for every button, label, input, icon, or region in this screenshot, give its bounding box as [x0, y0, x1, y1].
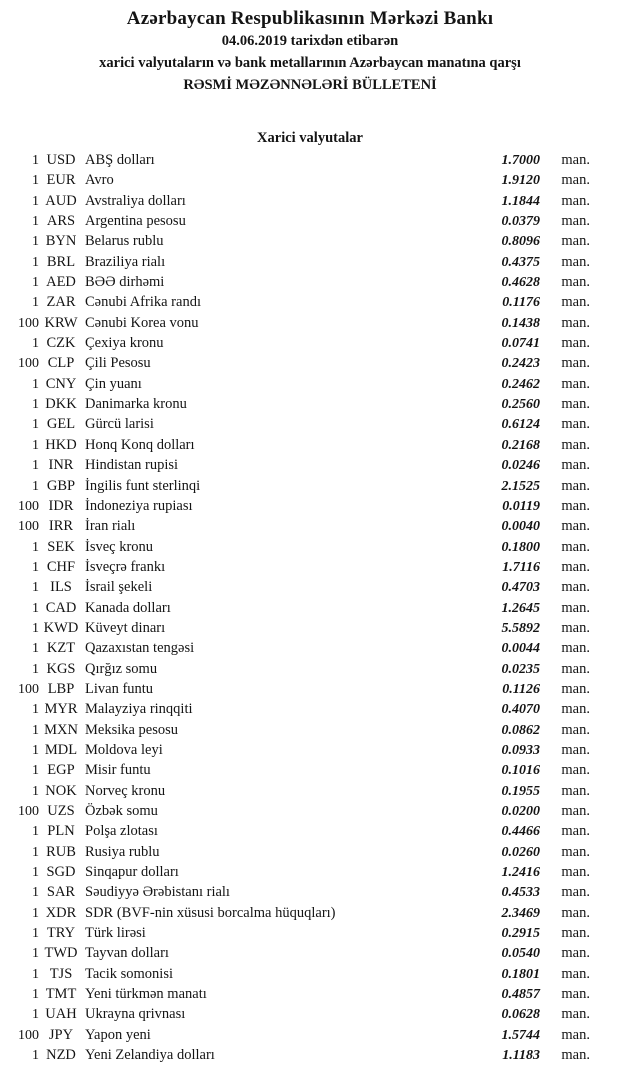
currency-code: NZD: [46, 1047, 76, 1064]
rate-row: [0, 964, 620, 984]
currency-code: IRR: [48, 518, 74, 535]
currency-name: Səudiyyə Ərəbistanı rialı: [85, 884, 230, 901]
rate-unit: man.: [561, 1006, 590, 1023]
currency-code: BRL: [46, 253, 76, 270]
rate-unit: man.: [561, 701, 590, 718]
rate-row: [0, 394, 620, 414]
rate-quantity: 1: [32, 987, 39, 1003]
currency-name: Yeni türkmən manatı: [85, 986, 207, 1003]
rate-quantity: 1: [32, 661, 39, 677]
rate-quantity: 1: [32, 295, 39, 311]
currency-code: GBP: [46, 477, 76, 494]
currency-name: Malayziya rinqqiti: [85, 701, 193, 718]
currency-code: SAR: [46, 884, 76, 901]
rate-quantity: 1: [32, 193, 39, 209]
rate-row: [0, 1045, 620, 1065]
rate-row: [0, 984, 620, 1004]
rate-row: [0, 882, 620, 902]
rate-quantity: 1: [32, 763, 39, 779]
rate-unit: man.: [561, 986, 590, 1003]
rate-row: [0, 435, 620, 455]
rate-value: 0.0862: [501, 722, 540, 738]
currency-name: Rusiya rublu: [85, 843, 160, 860]
rate-quantity: 100: [18, 315, 39, 331]
currency-code: KWD: [43, 619, 79, 636]
rate-value: 0.1801: [501, 966, 540, 982]
rate-unit: man.: [561, 416, 590, 433]
rate-quantity: 1: [32, 417, 39, 433]
currency-code: RUB: [46, 843, 76, 860]
rate-unit: man.: [561, 477, 590, 494]
rate-value: 1.1183: [502, 1048, 540, 1064]
rate-unit: man.: [561, 335, 590, 352]
rate-value: 2.3469: [501, 905, 540, 921]
rate-quantity: 1: [32, 966, 39, 982]
currency-name: Avro: [85, 172, 114, 189]
rate-quantity: 1: [32, 702, 39, 718]
rate-value: 0.4628: [501, 275, 540, 291]
rate-unit: man.: [561, 213, 590, 230]
currency-name: Norveç kronu: [85, 782, 166, 799]
bank-title: Azərbaycan Respublikasının Mərkəzi Bankı: [126, 8, 494, 29]
rate-row: [0, 821, 620, 841]
rate-row: [0, 699, 620, 719]
rate-quantity: 1: [32, 336, 39, 352]
rate-row: [0, 598, 620, 618]
currency-name: Sinqapur dolları: [85, 864, 179, 881]
rate-value: 0.0200: [501, 804, 540, 819]
currency-name: Belarus rublu: [85, 233, 164, 250]
rate-row: [0, 272, 620, 292]
rate-unit: man.: [561, 884, 590, 901]
rate-quantity: 100: [18, 498, 39, 514]
rate-value: 0.2423: [501, 356, 540, 372]
rate-value: 0.0379: [501, 214, 540, 230]
rate-value: 0.2168: [501, 437, 540, 453]
rate-unit: man.: [561, 233, 590, 250]
rate-value: 0.4375: [501, 254, 540, 270]
currency-code: DKK: [45, 396, 77, 413]
rate-value: 1.1844: [501, 193, 540, 209]
currency-code: AUD: [45, 192, 77, 209]
currency-name: Türk lirəsi: [85, 925, 146, 942]
rate-value: 0.2462: [501, 376, 540, 392]
currency-code: IDR: [48, 497, 74, 514]
rate-quantity: 1: [32, 885, 39, 901]
rate-value: 0.1955: [501, 783, 540, 799]
currency-name: Cənubi Korea vonu: [85, 314, 199, 331]
effective-date-line: 04.06.2019 tarixdən etibarən: [221, 33, 399, 49]
rate-row: [0, 923, 620, 943]
currency-name: Misir funtu: [85, 762, 151, 779]
rate-quantity: 1: [32, 458, 39, 474]
rate-unit: man.: [561, 904, 590, 921]
rate-quantity: 100: [18, 1027, 39, 1043]
rate-row: [0, 903, 620, 923]
rate-quantity: 1: [32, 641, 39, 657]
currency-code: INR: [48, 457, 74, 474]
currency-name: Moldova leyi: [85, 741, 163, 758]
rate-unit: man.: [561, 355, 590, 372]
currency-name: Tayvan dolları: [85, 945, 169, 962]
currency-code: ILS: [50, 579, 72, 596]
rate-quantity: 1: [32, 397, 39, 413]
rate-quantity: 1: [32, 1048, 39, 1064]
currency-code: LBP: [47, 680, 75, 697]
rate-row: [0, 374, 620, 394]
rate-quantity: 1: [32, 254, 39, 270]
rate-value: 0.2560: [501, 397, 540, 413]
rate-value: 0.2915: [501, 926, 540, 942]
rate-unit: man.: [561, 843, 590, 860]
rate-row: [0, 476, 620, 496]
rate-value: 0.0741: [501, 336, 540, 352]
rate-unit: man.: [561, 152, 590, 168]
currency-name: İsveçrə frankı: [85, 558, 166, 575]
rate-value: 0.4703: [501, 580, 540, 596]
rate-row: [0, 150, 620, 170]
rate-quantity: 1: [32, 580, 39, 596]
rate-row: [0, 557, 620, 577]
rate-value: 0.0235: [501, 661, 540, 677]
rate-quantity: 1: [32, 275, 39, 291]
rate-quantity: 1: [32, 946, 39, 962]
currency-name: İndoneziya rupiası: [85, 497, 193, 514]
rate-unit: man.: [561, 945, 590, 962]
rate-quantity: 1: [32, 783, 39, 799]
currency-code: KGS: [46, 660, 76, 677]
rate-unit: man.: [561, 294, 590, 311]
rate-value: 0.0246: [501, 458, 540, 474]
currency-code: XDR: [45, 904, 77, 921]
rate-value: 0.4533: [501, 885, 540, 901]
exchange-rates-table: [0, 150, 620, 1065]
currency-code: EGP: [47, 762, 75, 779]
rate-row: [0, 638, 620, 658]
rate-unit: man.: [561, 823, 590, 840]
currency-name: İngilis funt sterlinqi: [85, 477, 201, 494]
rate-value: 0.8096: [501, 234, 540, 250]
rate-unit: man.: [561, 538, 590, 555]
currency-code: PLN: [47, 823, 75, 840]
rate-value: 0.4070: [501, 702, 540, 718]
rate-row: [0, 313, 620, 333]
currency-name: Tacik somonisi: [85, 965, 173, 982]
currency-name: Meksika pesosu: [85, 721, 179, 738]
rate-value: 1.9120: [501, 173, 540, 189]
currency-name: Braziliya rialı: [85, 253, 166, 270]
currency-code: TMT: [45, 986, 77, 1003]
rate-row: [0, 231, 620, 251]
rate-row: [0, 760, 620, 780]
rate-row: [0, 943, 620, 963]
rate-value: 1.7000: [501, 153, 540, 168]
currency-name: Polşa zlotası: [85, 823, 158, 840]
rate-value: 0.1016: [501, 763, 540, 779]
currency-name: Kanada dolları: [85, 599, 171, 616]
currency-name: Avstraliya dolları: [85, 192, 186, 209]
currency-name: Hindistan rupisi: [85, 457, 179, 474]
rate-row: [0, 1004, 620, 1024]
rate-row: [0, 353, 620, 373]
currency-code: JPY: [48, 1026, 74, 1043]
currency-code: UAH: [45, 1006, 77, 1023]
rate-unit: man.: [561, 965, 590, 982]
rate-quantity: 1: [32, 620, 39, 636]
currency-name: ABŞ dolları: [85, 152, 155, 168]
rate-unit: man.: [561, 925, 590, 942]
rate-unit: man.: [561, 741, 590, 758]
rate-quantity: 1: [32, 905, 39, 921]
currency-name: Küveyt dinarı: [85, 619, 166, 636]
rate-row: [0, 679, 620, 699]
rate-value: 0.0119: [502, 498, 540, 514]
document-header: [0, 7, 620, 96]
rate-unit: man.: [561, 253, 590, 270]
rate-quantity: 100: [18, 681, 39, 697]
rate-value: 2.1525: [501, 478, 540, 494]
currency-code: UZS: [47, 803, 75, 819]
rate-value: 0.4466: [501, 824, 540, 840]
currency-code: BYN: [45, 233, 77, 250]
rate-quantity: 100: [18, 804, 39, 819]
currency-code: ARS: [46, 213, 76, 230]
currency-name: Cənubi Afrika randı: [85, 294, 201, 311]
rate-quantity: 1: [32, 153, 39, 168]
rate-quantity: 1: [32, 1007, 39, 1023]
rate-row: [0, 455, 620, 475]
currency-code: TRY: [46, 925, 76, 942]
rate-unit: man.: [561, 680, 590, 697]
rate-quantity: 1: [32, 926, 39, 942]
rate-unit: man.: [561, 172, 590, 189]
currency-name: Çexiya kronu: [85, 335, 164, 352]
currency-code: MDL: [44, 741, 78, 758]
rate-row: [0, 414, 620, 434]
rate-unit: man.: [561, 436, 590, 453]
rate-quantity: 1: [32, 478, 39, 494]
rate-row: [0, 516, 620, 536]
bulletin-title: RƏSMİ MƏZƏNNƏLƏRİ BÜLLETENİ: [183, 77, 437, 93]
rate-row: [0, 252, 620, 272]
currency-name: Özbək somu: [85, 803, 158, 819]
rate-unit: man.: [561, 457, 590, 474]
rate-row: [0, 496, 620, 516]
rate-value: 0.1438: [501, 315, 540, 331]
currency-code: HKD: [45, 436, 77, 453]
rate-value: 0.1800: [501, 539, 540, 555]
rate-row: [0, 191, 620, 211]
rate-value: 0.0040: [501, 519, 540, 535]
rate-value: 0.0933: [501, 742, 540, 758]
rate-quantity: 1: [32, 539, 39, 555]
rate-quantity: 100: [18, 356, 39, 372]
rate-quantity: 1: [32, 824, 39, 840]
rate-quantity: 1: [32, 559, 39, 575]
rate-quantity: 1: [32, 214, 39, 230]
rate-unit: man.: [561, 721, 590, 738]
rate-unit: man.: [561, 599, 590, 616]
rate-value: 1.5744: [501, 1027, 540, 1043]
rate-unit: man.: [561, 782, 590, 799]
currency-code: SEK: [47, 538, 75, 555]
currency-name: İsveç kronu: [85, 538, 154, 555]
rate-quantity: 1: [32, 844, 39, 860]
rate-unit: man.: [561, 375, 590, 392]
currency-name: Livan funtu: [85, 680, 154, 697]
rate-row: [0, 862, 620, 882]
currency-code: SGD: [46, 864, 76, 881]
currency-name: SDR (BVF-nin xüsusi borcalma hüquqları): [85, 904, 336, 921]
currency-code: CLP: [47, 355, 75, 372]
rate-value: 0.0044: [501, 641, 540, 657]
rate-unit: man.: [561, 619, 590, 636]
rate-value: 0.1126: [502, 681, 540, 697]
currency-name: Çin yuanı: [85, 375, 142, 392]
rate-unit: man.: [561, 579, 590, 596]
currency-code: AED: [46, 274, 76, 291]
currency-name: Yapon yeni: [85, 1026, 151, 1043]
rate-row: [0, 170, 620, 190]
rate-quantity: 1: [32, 865, 39, 881]
section-title-foreign-currencies: Xarici valyutalar: [257, 130, 363, 146]
rate-unit: man.: [561, 640, 590, 657]
currency-code: CZK: [46, 335, 76, 352]
rate-quantity: 1: [32, 376, 39, 392]
currency-code: EUR: [46, 172, 76, 189]
currency-code: CNY: [45, 375, 77, 392]
currency-name: Ukrayna qrivnası: [85, 1006, 186, 1023]
rate-row: [0, 740, 620, 760]
currency-code: TJS: [49, 965, 73, 982]
currency-name: Qırğız somu: [85, 660, 158, 677]
currency-code: USD: [46, 152, 76, 168]
rate-row: [0, 801, 620, 821]
rate-unit: man.: [561, 558, 590, 575]
rate-unit: man.: [561, 497, 590, 514]
rate-value: 0.1176: [502, 295, 540, 311]
rate-row: [0, 618, 620, 638]
currency-name: Gürcü larisi: [85, 416, 154, 433]
currency-code: MXN: [44, 721, 78, 738]
rate-unit: man.: [561, 274, 590, 291]
rate-row: [0, 720, 620, 740]
rate-unit: man.: [561, 192, 590, 209]
currency-name: Argentina pesosu: [85, 213, 186, 230]
currency-code: ZAR: [46, 294, 76, 311]
currency-code: KZT: [46, 640, 76, 657]
rate-value: 0.6124: [501, 417, 540, 433]
rate-row: [0, 842, 620, 862]
rate-unit: man.: [561, 864, 590, 881]
rate-row: [0, 781, 620, 801]
currency-name: Honq Konq dolları: [85, 436, 195, 453]
rate-quantity: 1: [32, 722, 39, 738]
currency-name: İsrail şekeli: [85, 579, 153, 596]
currency-code: CAD: [45, 599, 77, 616]
rate-quantity: 1: [32, 234, 39, 250]
rate-value: 0.4857: [501, 987, 540, 1003]
rate-row: [0, 292, 620, 312]
rate-unit: man.: [561, 803, 590, 819]
currency-code: KRW: [44, 314, 78, 331]
currency-code: CHF: [46, 558, 76, 575]
rate-quantity: 1: [32, 600, 39, 616]
rate-quantity: 100: [18, 519, 39, 535]
currency-code: MYR: [44, 701, 78, 718]
rate-unit: man.: [561, 396, 590, 413]
rate-value: 1.2645: [501, 600, 540, 616]
rate-value: 0.0260: [501, 844, 540, 860]
currency-code: GEL: [46, 416, 76, 433]
rate-row: [0, 577, 620, 597]
rate-quantity: 1: [32, 437, 39, 453]
rate-unit: man.: [561, 1047, 590, 1064]
currency-name: Çili Pesosu: [85, 355, 151, 372]
rate-row: [0, 211, 620, 231]
rate-row: [0, 333, 620, 353]
rate-quantity: 1: [32, 742, 39, 758]
rate-value: 0.0540: [501, 946, 540, 962]
rate-value: 1.7116: [502, 559, 540, 575]
currency-name: BƏƏ dirhəmi: [85, 274, 165, 291]
subtitle-line: xarici valyutaların və bank metallarının Azərbaycan manatına qarşı: [99, 55, 521, 71]
rate-unit: man.: [561, 762, 590, 779]
rate-unit: man.: [561, 314, 590, 331]
currency-name: İran rialı: [85, 518, 136, 535]
rate-row: [0, 537, 620, 557]
rate-row: [0, 659, 620, 679]
currency-name: Yeni Zelandiya dolları: [85, 1047, 215, 1064]
rate-unit: man.: [561, 660, 590, 677]
rate-quantity: 1: [32, 173, 39, 189]
rate-row: [0, 1025, 620, 1045]
rate-value: 5.5892: [501, 620, 540, 636]
currency-code: NOK: [45, 782, 77, 799]
rate-value: 0.0628: [501, 1007, 540, 1023]
currency-name: Qazaxıstan tengəsi: [85, 640, 195, 657]
rate-unit: man.: [561, 518, 590, 535]
rate-value: 1.2416: [501, 865, 540, 881]
currency-code: TWD: [44, 945, 78, 962]
currency-name: Danimarka kronu: [85, 396, 187, 413]
rate-unit: man.: [561, 1026, 590, 1043]
